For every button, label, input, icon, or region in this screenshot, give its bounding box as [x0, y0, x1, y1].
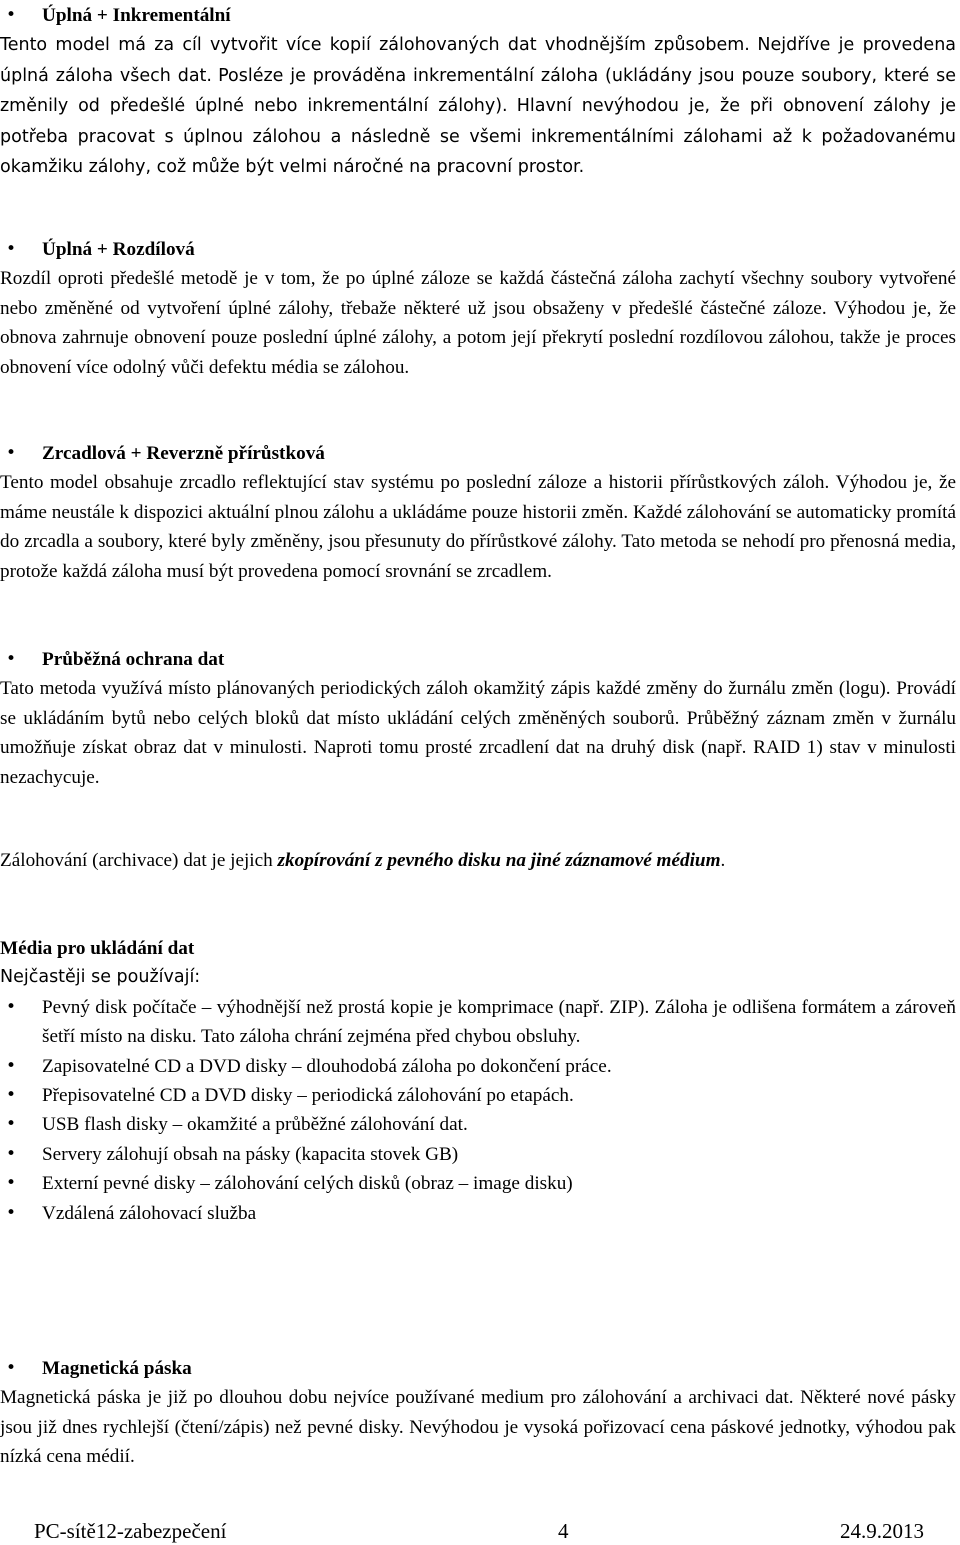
list-item [6, 1140, 956, 1169]
bullet-icon: • [6, 443, 17, 463]
bullet-icon: • [6, 5, 17, 25]
definition-suffix: . [720, 850, 726, 871]
media-list [6, 993, 956, 1228]
section-text: Tento model má za cíl vytvořit více kopií zálohovaných dat vhodnějším způsobem. [0, 35, 750, 56]
list-item [6, 1052, 956, 1081]
section-text: Magnetická páska je již po dlouhou dobu nejvíce používané medium pro zálohování a archivaci dat. Některé nové pásky jsou již dnes rychlejší (čtení/zápis) než pevné disky. Nevýhodou je vysoká pořizovací cena páskové jednotky, výhodou pak nízká cena médií. [0, 1387, 956, 1468]
section-text: Tento model obsahuje zrcadlo reflektující stav systému po poslední záloze a historii přírůstkových záloh. Výhodou je, že máme neustále k dispozici aktuální plnou zálohu a ukládáme pouze historii změn. Každé zálohování se automaticky promítá do zrcadla a soubory, které byly změněny, jsou přesunuty do přírůstkové zálohy. Tato metoda se nehodí pro přenosná media, protože každá záloha musí být provedena pomocí srovnání se zrcadlem. [0, 472, 956, 582]
section-full-incremental [0, 1, 957, 182]
list-item-text: Externí pevné disky – zálohování celých disků (obraz – image disku) [42, 1173, 573, 1195]
section-continuous-protection [0, 645, 956, 792]
section-title: Zrcadlová + Reverzně přírůstková [42, 443, 325, 464]
list-item-text: Přepisovatelné CD a DVD disky – periodická zálohování po etapách. [42, 1085, 574, 1107]
list-item-text: Servery zálohují obsah na pásky (kapacita stovek GB) [42, 1143, 459, 1165]
section-text: Nejdříve je provedena úplná záloha všech dat. [0, 35, 957, 86]
bullet-icon: • [6, 1085, 17, 1106]
bullet-icon: • [6, 649, 17, 669]
bullet-icon: • [6, 239, 17, 259]
footer-document-name: PC-sítě12-zabezpečení [34, 1519, 227, 1543]
bullet-icon: • [6, 1173, 17, 1194]
definition-prefix: Zálohování (archivace) dat je jejich [0, 850, 278, 871]
footer-date: 24.9.2013 [839, 1519, 924, 1543]
media-heading: Média pro ukládání dat [0, 938, 195, 959]
section-title: Úplná + Rozdílová [42, 239, 195, 260]
section-title: Průběžná ochrana dat [42, 649, 225, 670]
media-section [0, 934, 956, 1228]
section-text: Rozdíl oproti předešlé metodě je v tom, že po úplné záloze se každá částečná záloha zachytí všechny soubory vytvořené nebo změněné od vytvoření úplné zálohy, třebaže některé už jsou obsaženy v předešlé částečné záloze. [0, 268, 956, 319]
bullet-icon: • [6, 1358, 17, 1378]
section-mirror-reverse [0, 439, 956, 586]
bullet-icon: • [6, 996, 17, 1017]
section-text: Tato metoda využívá místo plánovaných periodických záloh okamžitý zápis každé změny do žurnálu změn (logu). Provádí se ukládáním bytů nebo celých bloků dat místo ukládání celých změněných souborů. Průběžný záznam změn v žurnálu umožňuje získat obraz dat v minulosti. Naproti tomu prosté zrcadlení dat na druhý disk (např. RAID 1) stav v minulosti nezachycuje. [0, 678, 956, 788]
section-text: Hlavní nevýhodou je, že při obnovení zálohy je potřeba pracovat s úplnou zálohou a následně se všemi inkrementálními zálohami až k požadovanému okamžiku zálohy, což může být velmi náročné na pracovní prostor. [0, 96, 956, 178]
list-item [6, 1169, 956, 1198]
list-item [6, 1199, 956, 1228]
media-intro: Nejčastěji se používají: [0, 967, 201, 988]
page-footer [34, 1517, 924, 1545]
bullet-icon: • [6, 1143, 17, 1164]
list-item [6, 1081, 956, 1110]
bullet-icon: • [6, 1202, 17, 1223]
definition-paragraph [0, 846, 956, 875]
bullet-icon: • [6, 1114, 17, 1135]
section-title: Magnetická páska [42, 1358, 192, 1379]
list-item-text: Zapisovatelné CD a DVD disky – dlouhodobá záloha po dokončení práce. [42, 1055, 612, 1077]
list-item-text: Pevný disk počítače – výhodnější než prostá kopie je komprimace (např. ZIP). Záloha je odlišena formátem a zároveň šetří místo na disku. Tato záloha chrání zejména před chybou obsluhy. [42, 996, 956, 1048]
section-magnetic-tape [0, 1354, 956, 1472]
footer-page-number: 4 [557, 1519, 569, 1543]
list-item [6, 993, 956, 1052]
list-item-text: USB flash disky – okamžité a průběžné zálohování dat. [42, 1114, 468, 1136]
section-title: Úplná + Inkrementální [42, 5, 231, 26]
section-full-differential [0, 235, 956, 382]
section-text: Posléze je prováděna inkrementální záloha (ukládány jsou pouze soubory, které se změnily od předešlé úplné nebo inkrementální zálohy). [0, 65, 957, 117]
definition-emphasis: zkopírování z pevného disku na jiné záznamové médium [277, 850, 721, 871]
bullet-icon: • [6, 1055, 17, 1076]
list-item [6, 1110, 956, 1139]
list-item-text: Vzdálená zálohovací služba [42, 1202, 257, 1224]
section-text: Výhodou je, že obnova zahrnuje obnovení pouze poslední úplné zálohy, a potom její překrytí poslední rozdílovou zálohou, takže je proces obnovení více odolný vůči defektu média se zálohou. [0, 297, 956, 378]
